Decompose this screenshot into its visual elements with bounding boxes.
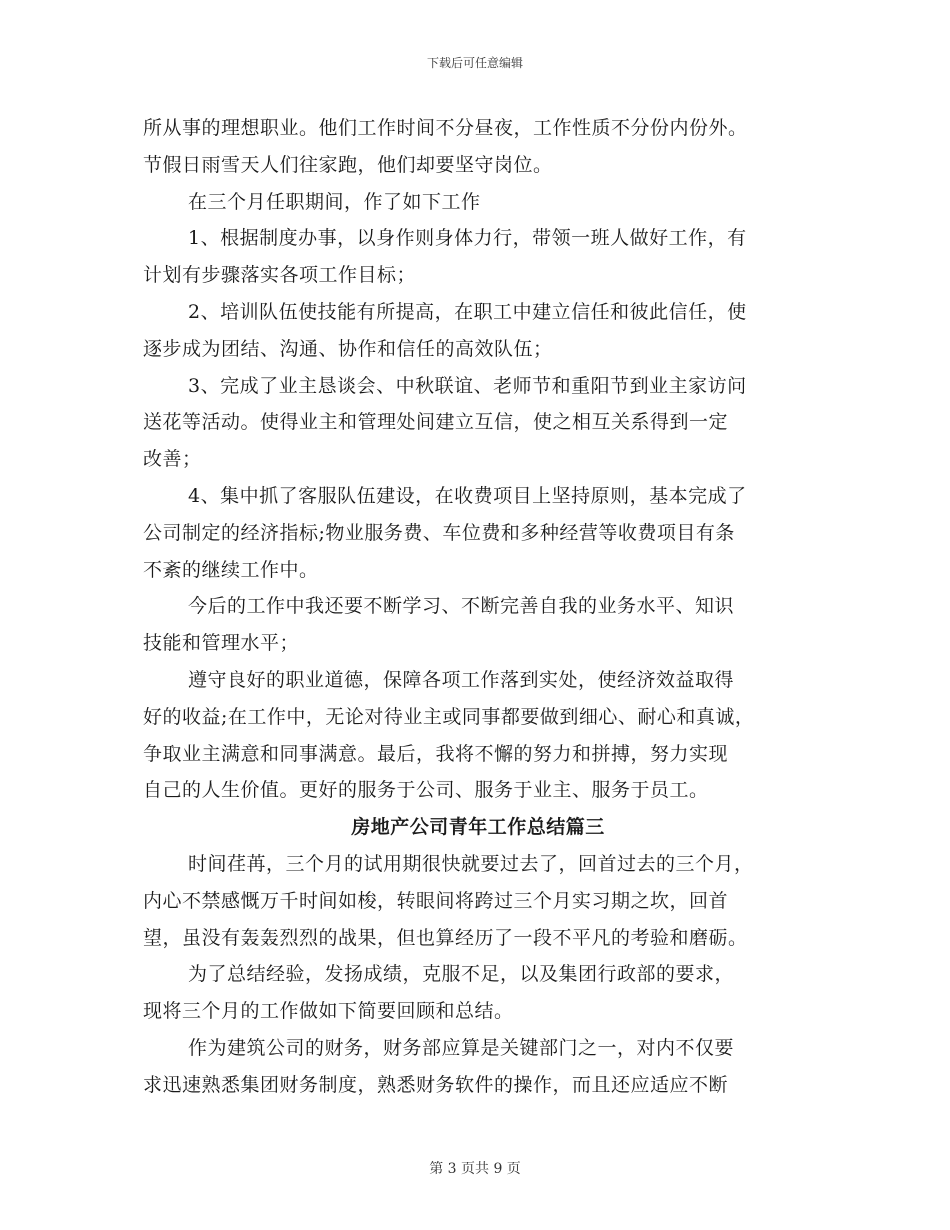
text-line: 遵守良好的职业道德，保障各项工作落到实处，使经济效益取得 [188, 668, 735, 691]
list-item-3: 3、完成了业主恳谈会、中秋联谊、老师节和重阳节到业主家访问 [188, 374, 747, 397]
text-line: 现将三个月的工作做如下简要回顾和总结。 [143, 1000, 514, 1023]
text-line: 内心不禁感慨万千时间如梭，转眼间将跨过三个月实习期之坎，回首 [143, 889, 729, 912]
text-line: 技能和管理水平； [143, 632, 300, 655]
text-line: 不紊的继续工作中。 [143, 558, 319, 581]
list-item-4: 4、集中抓了客服队伍建设，在收费项目上坚持原则，基本完成了 [188, 484, 747, 507]
list-item-2: 2、培训队伍使技能有所提高，在职工中建立信任和彼此信任，使 [188, 300, 747, 323]
text-line: 好的收益;在工作中，无论对待业主或同事都要做到细心、耐心和真诚， [143, 705, 755, 728]
text-line: 为了总结经验，发扬成绩，克服不足，以及集团行政部的要求， [188, 963, 735, 986]
text-line: 送花等活动。使得业主和管理处间建立互信，使之相互关系得到一定 [143, 411, 729, 434]
text-line: 改善； [143, 448, 202, 471]
page-footer: 第 3 页共 9 页 [429, 1161, 521, 1177]
text-line: 作为建筑公司的财务，财务部应算是关键部门之一，对内不仅要 [188, 1036, 735, 1059]
text-line: 时间荏苒，三个月的试用期很快就要过去了，回首过去的三个月， [188, 852, 754, 875]
text-line: 争取业主满意和同事满意。最后，我将不懈的努力和拼搏，努力实现 [143, 742, 729, 765]
text-line: 计划有步骤落实各项工作目标； [143, 264, 417, 287]
page-header: 下载后可任意编辑 [426, 56, 523, 70]
text-line: 逐步成为团结、沟通、协作和信任的高效队伍； [143, 337, 553, 360]
text-line: 自己的人生价值。更好的服务于公司、服务于业主、服务于员工。 [143, 779, 709, 802]
text-line: 今后的工作中我还要不断学习、不断完善自我的业务水平、知识 [188, 595, 735, 618]
text-line: 求迅速熟悉集团财务制度，熟悉财务软件的操作，而且还应适应不断 [143, 1073, 729, 1096]
text-line: 所从事的理想职业。他们工作时间不分昼夜，工作性质不分份内份外。 [143, 117, 748, 139]
section-heading: 房地产公司青年工作总结篇三 [351, 816, 605, 839]
text-line: 节假日雨雪天人们往家跑，他们却要坚守岗位。 [143, 153, 553, 176]
text-line: 在三个月任职期间，作了如下工作 [188, 190, 481, 213]
document-body [143, 110, 813, 1104]
text-line: 公司制定的经济指标;物业服务费、车位费和多种经营等收费项目有条 [143, 521, 735, 544]
list-item-1: 1、根据制度办事，以身作则身体力行，带领一班人做好工作，有 [188, 227, 747, 250]
text-line: 望，虽没有轰轰烈烈的战果，但也算经历了一段不平凡的考验和磨砺。 [143, 926, 748, 949]
